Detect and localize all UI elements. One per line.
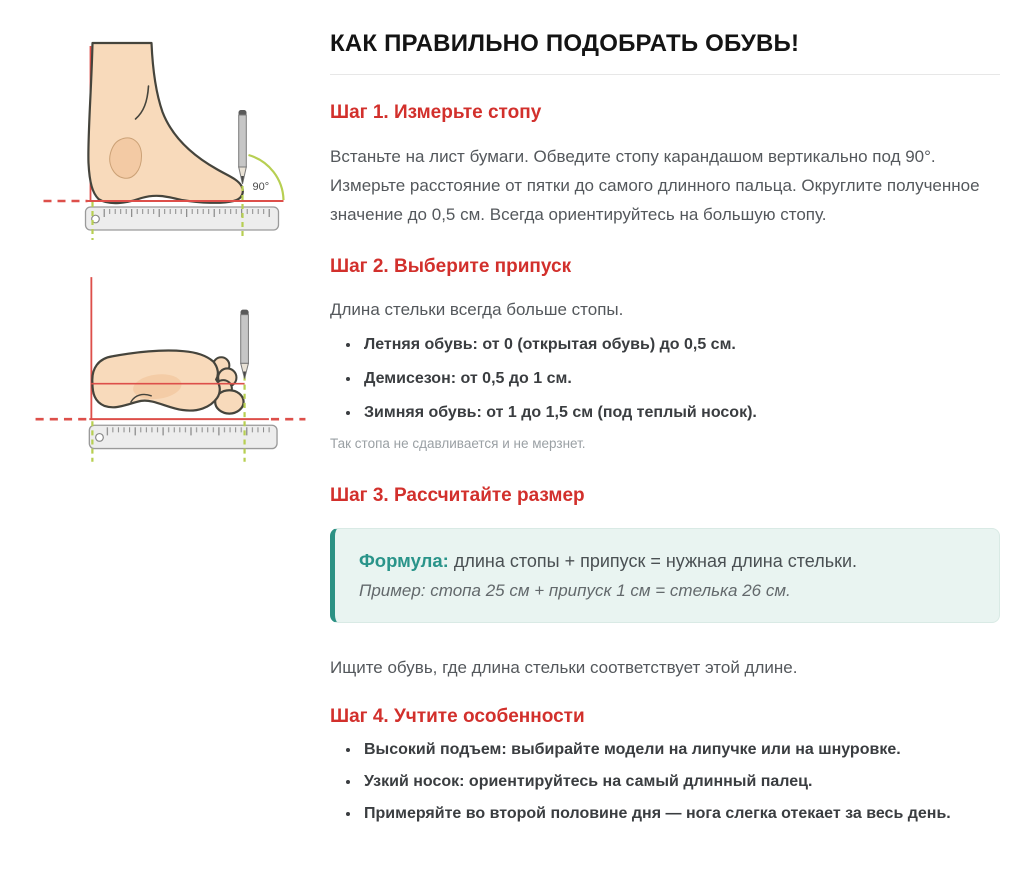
pencil-icon: [239, 110, 247, 184]
foot-side-shape: [88, 43, 242, 203]
step1-paragraph: Встаньте на лист бумаги. Обведите стопу карандашом вертикально под 90°. Измерьте расстояние от пятки до самого длинного пальца. Округлите полученное значение до 0,5 см. Всегда ориентируйтесь на большую стопу.: [330, 146, 980, 224]
list-item: • Узкий носок: ориентируйтесь на самый длинный палец.: [361, 771, 1000, 792]
formula-callout: [330, 528, 1000, 623]
list-item: • Летняя обувь: от 0 (открытая обувь) до 0,5 см.: [361, 334, 1000, 355]
foot-top-shape: [92, 351, 243, 414]
ruler-icon: [89, 425, 277, 448]
step4-list: [330, 739, 1000, 824]
step2-heading: Шаг 2. Выберите припуск: [330, 255, 572, 277]
ruler-icon: [86, 207, 279, 230]
list-item: • Примеряйте во второй половине дня — нога слегка отекает за весь день.: [361, 803, 1000, 824]
step2-paragraph: Длина стельки всегда больше стопы.: [330, 300, 624, 320]
list-item: • Зимняя обувь: от 1 до 1,5 см (под теплый носок).: [361, 402, 1000, 423]
step2-list: [330, 334, 1000, 423]
article: [330, 24, 1000, 835]
angle-label: 90°: [252, 181, 270, 193]
pencil-icon: [241, 310, 249, 379]
angle-arc: [249, 155, 284, 200]
formula-example: Пример: стопа 25 см + припуск 1 см = стелька 26 см.: [359, 581, 791, 601]
title-divider: [330, 74, 1000, 75]
foot-top-view-illustration: [28, 269, 313, 477]
list-item: • Высокий подъем: выбирайте модели на липучке или на шнуровке.: [361, 739, 1000, 760]
formula-label: Формула:: [359, 550, 449, 572]
step3-paragraph: Ищите обувь, где длина стельки соответствует этой длине.: [330, 658, 798, 678]
page-title: КАК ПРАВИЛЬНО ПОДОБРАТЬ ОБУВЬ!: [330, 30, 800, 57]
list-item: • Демисезон: от 0,5 до 1 см.: [361, 368, 1000, 389]
step4-heading: Шаг 4. Учтите особенности: [330, 706, 585, 728]
illustration-column: [28, 18, 313, 477]
formula-line: [359, 546, 975, 576]
step3-heading: Шаг 3. Рассчитайте размер: [330, 485, 585, 507]
step2-note: Так стопа не сдавливается и не мерзнет.: [330, 436, 586, 452]
formula-text: длина стопы + припуск = нужная длина стельки.: [448, 551, 858, 572]
foot-side-view-illustration: [28, 18, 313, 243]
step1-heading: Шаг 1. Измерьте стопу: [330, 101, 542, 123]
